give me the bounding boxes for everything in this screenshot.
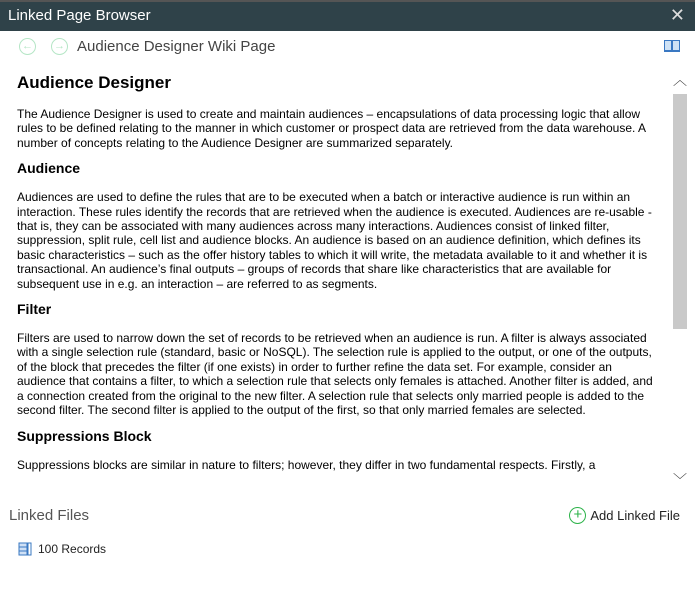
plus-circle-icon: + bbox=[569, 507, 586, 524]
book-icon[interactable] bbox=[664, 40, 680, 52]
title-bar bbox=[0, 0, 695, 31]
section-heading: Filter bbox=[17, 301, 52, 318]
close-icon[interactable]: ✕ bbox=[669, 5, 685, 25]
section-heading: Suppressions Block bbox=[17, 427, 152, 444]
article-intro: The Audience Designer is used to create and maintain audiences – encapsulations of data processing logic that allow rules to be defined relating to the manner in which customer or prospect data are retrieved from the data warehouse. A number of concepts relating to the Audience Designer are summarized separately. bbox=[17, 107, 646, 150]
page-title: Audience Designer Wiki Page bbox=[77, 38, 276, 55]
article-title: Audience Designer bbox=[17, 73, 171, 92]
add-linked-file-button[interactable] bbox=[569, 507, 680, 524]
linked-file-label: 100 Records bbox=[38, 542, 107, 556]
forward-arrow-icon[interactable]: → bbox=[51, 38, 68, 55]
scroll-thumb[interactable] bbox=[673, 94, 687, 329]
records-icon bbox=[18, 542, 32, 556]
scroll-up-icon[interactable]: ︿ bbox=[673, 72, 687, 88]
nav-bar bbox=[0, 36, 695, 60]
linked-file-item[interactable] bbox=[18, 542, 106, 556]
section-text: Audiences are used to define the rules that are to be executed when a batch or interactive audience is run within an interaction. These rules identify the records that are retrieved when the audience is executed. Audiences are re-usable - that is, they can be associated with many audiences across many interactions. Audiences consist of linked filter, suppression, split rule, cell list and audience blocks. An audience is based on an audience definition, which defines its basic characteristics – such as the offer history tables to which it will write, the metadata available to it and whether it is transactional. An audience’s final outputs – groups of records that share like characteristics that are available for subsequent use in e.g. an interaction – are referred to as segments. bbox=[17, 190, 652, 291]
scroll-down-icon[interactable]: ﹀ bbox=[673, 472, 687, 488]
section-text: Suppressions blocks are similar in nature to filters; however, they differ in two fundamental respects. Firstly, a bbox=[17, 457, 596, 472]
add-linked-file-label: Add Linked File bbox=[590, 508, 680, 523]
scrollbar[interactable] bbox=[670, 64, 690, 494]
section-text: Filters are used to narrow down the set of records to be retrieved when an audience is run. A filter is always associated with a single selection rule (standard, basic or NoSQL). The selection rule is applied to the output, or one of the outputs, of the block that precedes the filter (if one exists) in order to further refine the data set. For example, consider an audience that contains a filter, to which a selection rule that selects only females is attached. Another filter is added, and a connection created from the original to the new filter. A selection rule that selects only married people is added to the second filter. The second filter is applied to the output of the first, so that only married females are selected. bbox=[17, 331, 653, 418]
section-heading: Audience bbox=[17, 160, 81, 177]
article-content bbox=[0, 64, 670, 494]
back-arrow-icon[interactable]: ← bbox=[19, 38, 36, 55]
linked-files-title: Linked Files bbox=[9, 507, 90, 524]
window-title: Linked Page Browser bbox=[8, 7, 151, 24]
